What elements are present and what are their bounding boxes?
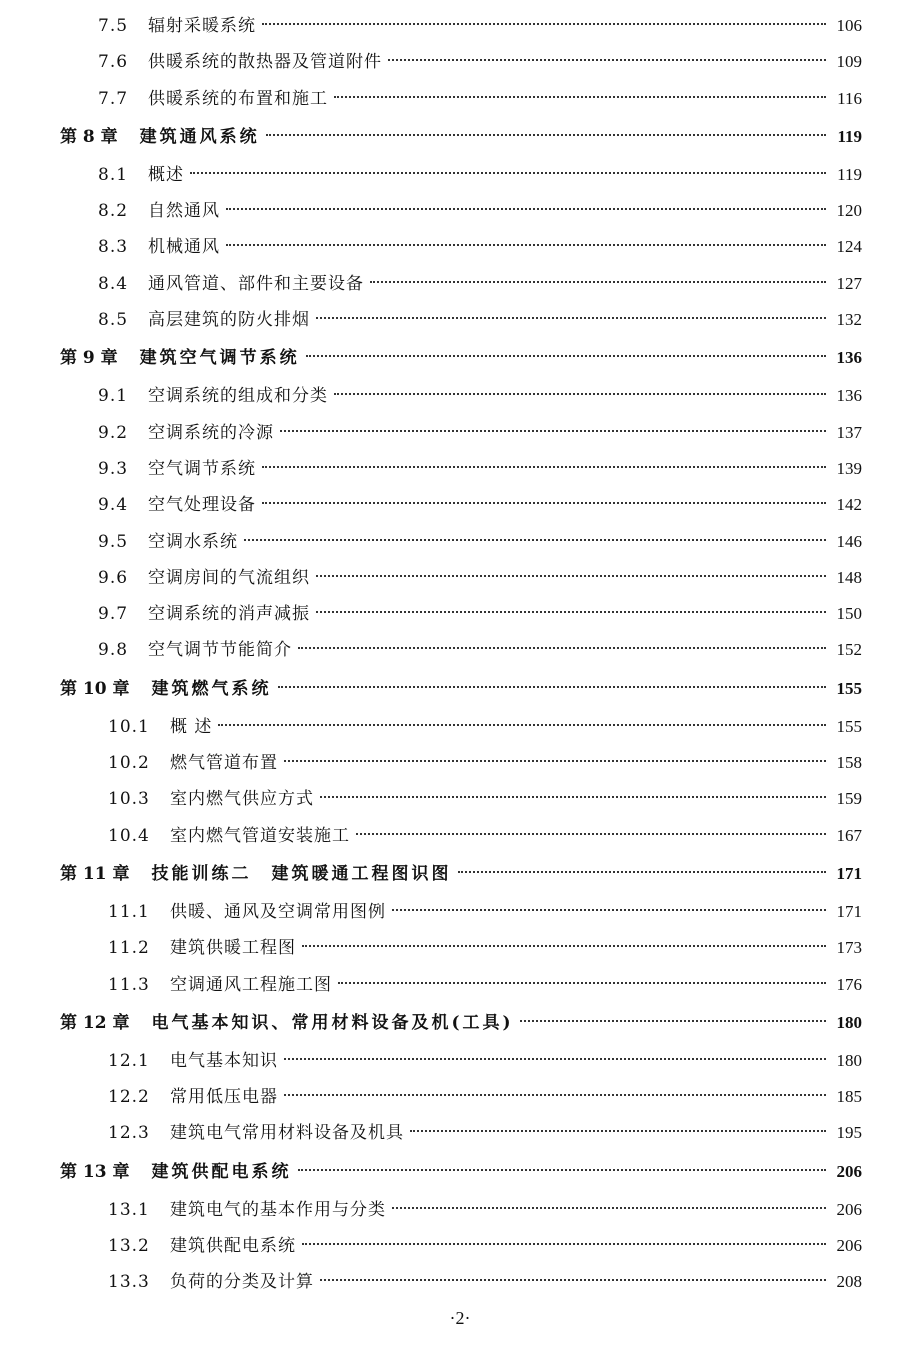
toc-entry-title: 供暖系统的布置和施工 — [148, 88, 328, 109]
toc-entry-title: 负荷的分类及计算 — [170, 1272, 314, 1293]
toc-entry-number: 11.1 — [108, 901, 150, 922]
dot-leader — [458, 871, 827, 873]
toc-chapter-row[interactable] — [0, 1152, 920, 1192]
dot-leader — [392, 909, 826, 911]
toc-entry-page: 120 — [836, 201, 862, 221]
dot-leader — [278, 686, 827, 688]
toc-chapter-row[interactable] — [0, 1003, 920, 1043]
toc-entry-title: 建筑供暖工程图 — [170, 938, 296, 959]
toc-entry-page: 124 — [836, 237, 862, 257]
toc-entry-page: 146 — [836, 531, 862, 551]
toc-entry-page: 136 — [836, 386, 862, 406]
toc-entry-number: 10.1 — [108, 716, 150, 737]
toc-entry-title: 概述 — [148, 164, 184, 185]
toc-entry-number: 9.7 — [98, 604, 129, 625]
toc-entry-number: 10.3 — [108, 789, 150, 810]
toc-entry-page: 150 — [836, 604, 862, 624]
toc-entry-page: 155 — [836, 678, 862, 698]
toc-section-row[interactable] — [0, 1043, 920, 1079]
dot-leader — [316, 611, 826, 613]
toc-entry-page: 136 — [836, 348, 862, 368]
toc-entry-number: 12.2 — [108, 1087, 150, 1108]
toc-section-row[interactable] — [0, 1264, 920, 1300]
toc-entry-page: 180 — [836, 1050, 862, 1070]
toc-entry-title: 空调系统的冷源 — [148, 422, 274, 443]
toc-section-row[interactable] — [0, 632, 920, 668]
toc-entry-number: 13.2 — [108, 1236, 150, 1257]
dot-leader — [302, 1243, 826, 1245]
toc-section-row[interactable] — [0, 8, 920, 44]
toc-entry-title: 室内燃气管道安装施工 — [170, 825, 350, 846]
dot-leader — [284, 1058, 826, 1060]
toc-entry-number: 9.1 — [98, 386, 129, 407]
toc-chapter-row[interactable] — [0, 854, 920, 894]
toc-entry-title: 供暖系统的散热器及管道附件 — [148, 52, 382, 73]
toc-entry-number: 第 12 章 — [60, 1012, 130, 1033]
toc-entry-number: 9.6 — [98, 567, 129, 588]
toc-section-row[interactable] — [0, 930, 920, 966]
toc-section-row[interactable] — [0, 967, 920, 1003]
toc-entry-page: 109 — [836, 52, 862, 72]
toc-entry-number: 9.3 — [98, 458, 129, 479]
dot-leader — [370, 281, 826, 283]
dot-leader — [190, 172, 826, 174]
toc-entry-title: 通风管道、部件和主要设备 — [148, 273, 364, 294]
toc-entry-title: 机械通风 — [148, 237, 220, 258]
dot-leader — [410, 1130, 826, 1132]
toc-section-row[interactable] — [0, 81, 920, 117]
toc-section-row[interactable] — [0, 451, 920, 487]
toc-entry-title: 建筑供配电系统 — [170, 1236, 296, 1257]
toc-entry-number: 第 11 章 — [60, 863, 130, 884]
toc-entry-number: 13.1 — [108, 1199, 150, 1220]
toc-section-row[interactable] — [0, 302, 920, 338]
dot-leader — [218, 724, 826, 726]
toc-chapter-row[interactable] — [0, 338, 920, 378]
toc-section-row[interactable] — [0, 894, 920, 930]
toc-entry-page: 206 — [836, 1236, 862, 1256]
dot-leader — [266, 134, 826, 136]
toc-entry-title: 技能训练二 建筑暖通工程图识图 — [151, 863, 452, 884]
toc-entry-page: 127 — [836, 273, 862, 293]
toc-entry-number: 8.3 — [98, 237, 129, 258]
toc-entry-title: 建筑电气常用材料设备及机具 — [170, 1123, 404, 1144]
toc-entry-number: 第 8 章 — [60, 126, 118, 147]
toc-entry-title: 高层建筑的防火排烟 — [148, 310, 310, 331]
toc-entry-title: 建筑供配电系统 — [151, 1161, 292, 1182]
dot-leader — [244, 539, 826, 541]
dot-leader — [262, 466, 826, 468]
toc-section-row[interactable] — [0, 1079, 920, 1115]
dot-leader — [356, 833, 826, 835]
toc-entry-title: 建筑燃气系统 — [151, 678, 272, 699]
toc-entry-page: 206 — [836, 1199, 862, 1219]
dot-leader — [262, 502, 826, 504]
toc-entry-number: 11.2 — [108, 938, 150, 959]
toc-entry-page: 119 — [837, 126, 862, 146]
dot-leader — [520, 1020, 826, 1022]
toc-section-row[interactable] — [0, 415, 920, 451]
dot-leader — [302, 945, 826, 947]
toc-entry-page: 206 — [836, 1161, 862, 1181]
toc-section-row[interactable] — [0, 818, 920, 854]
toc-entry-page: 159 — [836, 789, 862, 809]
toc-entry-page: 155 — [836, 716, 862, 736]
dot-leader — [298, 647, 826, 649]
toc-entry-number: 7.5 — [98, 16, 129, 36]
toc-section-row[interactable] — [0, 596, 920, 632]
dot-leader — [320, 796, 826, 798]
toc-section-row[interactable] — [0, 781, 920, 817]
toc-section-row[interactable] — [0, 1228, 920, 1264]
toc-entry-page: 176 — [836, 974, 862, 994]
toc-section-row[interactable] — [0, 1192, 920, 1228]
toc-entry-number: 11.3 — [108, 974, 150, 995]
toc-entry-number: 9.4 — [98, 495, 129, 516]
toc-entry-number: 8.5 — [98, 310, 129, 331]
toc-entry-number: 13.3 — [108, 1272, 150, 1293]
toc-section-row[interactable] — [0, 524, 920, 560]
toc-entry-page: 139 — [836, 458, 862, 478]
dot-leader — [338, 982, 826, 984]
dot-leader — [388, 59, 826, 61]
toc-entry-number: 8.2 — [98, 201, 129, 222]
dot-leader — [284, 760, 826, 762]
page-number: ·2· — [449, 1308, 471, 1328]
toc-entry-number: 第 10 章 — [60, 678, 130, 699]
toc-entry-title: 电气基本知识 — [170, 1050, 278, 1071]
toc-entry-number: 7.7 — [98, 88, 129, 109]
toc-section-row[interactable] — [0, 560, 920, 596]
dot-leader — [316, 317, 826, 319]
toc-entry-title: 室内燃气供应方式 — [170, 789, 314, 810]
toc-section-row[interactable] — [0, 193, 920, 229]
toc-section-row[interactable] — [0, 1115, 920, 1151]
toc-entry-page: 167 — [836, 825, 862, 845]
toc-entry-title: 空气调节节能简介 — [148, 640, 292, 661]
toc-entry-number: 9.5 — [98, 531, 129, 552]
toc-entry-page: 171 — [836, 901, 862, 921]
toc-chapter-row[interactable] — [0, 669, 920, 709]
toc-entry-title: 电气基本知识、常用材料设备及机(工具) — [151, 1012, 514, 1033]
toc-entry-title: 空调系统的组成和分类 — [148, 386, 328, 407]
toc-section-row[interactable] — [0, 229, 920, 265]
toc-entry-title: 常用低压电器 — [170, 1087, 278, 1108]
toc-entry-page: 116 — [837, 88, 862, 108]
toc-entry-page: 195 — [836, 1123, 862, 1143]
table-of-contents — [0, 8, 920, 1301]
toc-section-row[interactable] — [0, 487, 920, 523]
toc-entry-title: 概 述 — [170, 716, 213, 737]
dot-leader — [298, 1169, 827, 1171]
toc-entry-number: 12.3 — [108, 1123, 150, 1144]
toc-entry-title: 建筑电气的基本作用与分类 — [170, 1199, 386, 1220]
toc-entry-title: 自然通风 — [148, 201, 220, 222]
toc-entry-page: 148 — [836, 567, 862, 587]
toc-entry-title: 建筑通风系统 — [139, 126, 260, 147]
toc-entry-page: 158 — [836, 753, 862, 773]
toc-entry-title: 空气处理设备 — [148, 495, 256, 516]
toc-entry-page: 171 — [836, 863, 862, 883]
toc-entry-page: 180 — [836, 1012, 862, 1032]
toc-section-row[interactable] — [0, 709, 920, 745]
toc-entry-title: 空调房间的气流组织 — [148, 567, 310, 588]
toc-entry-page: 106 — [836, 16, 862, 35]
toc-entry-title: 空气调节系统 — [148, 458, 256, 479]
toc-entry-page: 173 — [836, 938, 862, 958]
toc-entry-page: 119 — [837, 164, 862, 184]
toc-section-row[interactable] — [0, 378, 920, 414]
dot-leader — [226, 244, 826, 246]
toc-entry-number: 10.4 — [108, 825, 150, 846]
toc-entry-page: 132 — [836, 310, 862, 330]
dot-leader — [280, 430, 826, 432]
toc-entry-number: 8.4 — [98, 273, 129, 294]
toc-section-row[interactable] — [0, 44, 920, 80]
toc-entry-title: 建筑空气调节系统 — [139, 348, 300, 369]
toc-entry-title: 辐射采暖系统 — [148, 16, 256, 36]
dot-leader — [226, 208, 826, 210]
dot-leader — [306, 355, 826, 357]
dot-leader — [320, 1279, 826, 1281]
toc-entry-number: 12.1 — [108, 1050, 150, 1071]
toc-chapter-row[interactable] — [0, 117, 920, 157]
dot-leader — [334, 96, 826, 98]
toc-entry-number: 第 13 章 — [60, 1161, 130, 1182]
toc-entry-number: 9.8 — [98, 640, 129, 661]
toc-entry-page: 137 — [836, 422, 862, 442]
toc-entry-title: 空调系统的消声减振 — [148, 604, 310, 625]
toc-entry-page: 185 — [836, 1087, 862, 1107]
dot-leader — [334, 393, 826, 395]
toc-section-row[interactable] — [0, 157, 920, 193]
dot-leader — [262, 23, 826, 25]
toc-entry-title: 燃气管道布置 — [170, 753, 278, 774]
toc-section-row[interactable] — [0, 266, 920, 302]
toc-entry-title: 空调水系统 — [148, 531, 238, 552]
toc-entry-number: 9.2 — [98, 422, 129, 443]
toc-entry-number: 10.2 — [108, 753, 150, 774]
toc-entry-number: 第 9 章 — [60, 348, 118, 369]
toc-entry-number: 7.6 — [98, 52, 129, 73]
toc-section-row[interactable] — [0, 745, 920, 781]
toc-entry-page: 142 — [836, 495, 862, 515]
dot-leader — [316, 575, 826, 577]
toc-entry-title: 供暖、通风及空调常用图例 — [170, 901, 386, 922]
toc-entry-page: 208 — [836, 1272, 862, 1292]
toc-entry-page: 152 — [836, 640, 862, 660]
toc-entry-number: 8.1 — [98, 164, 129, 185]
dot-leader — [284, 1094, 826, 1096]
toc-entry-title: 空调通风工程施工图 — [170, 974, 332, 995]
dot-leader — [392, 1207, 826, 1209]
